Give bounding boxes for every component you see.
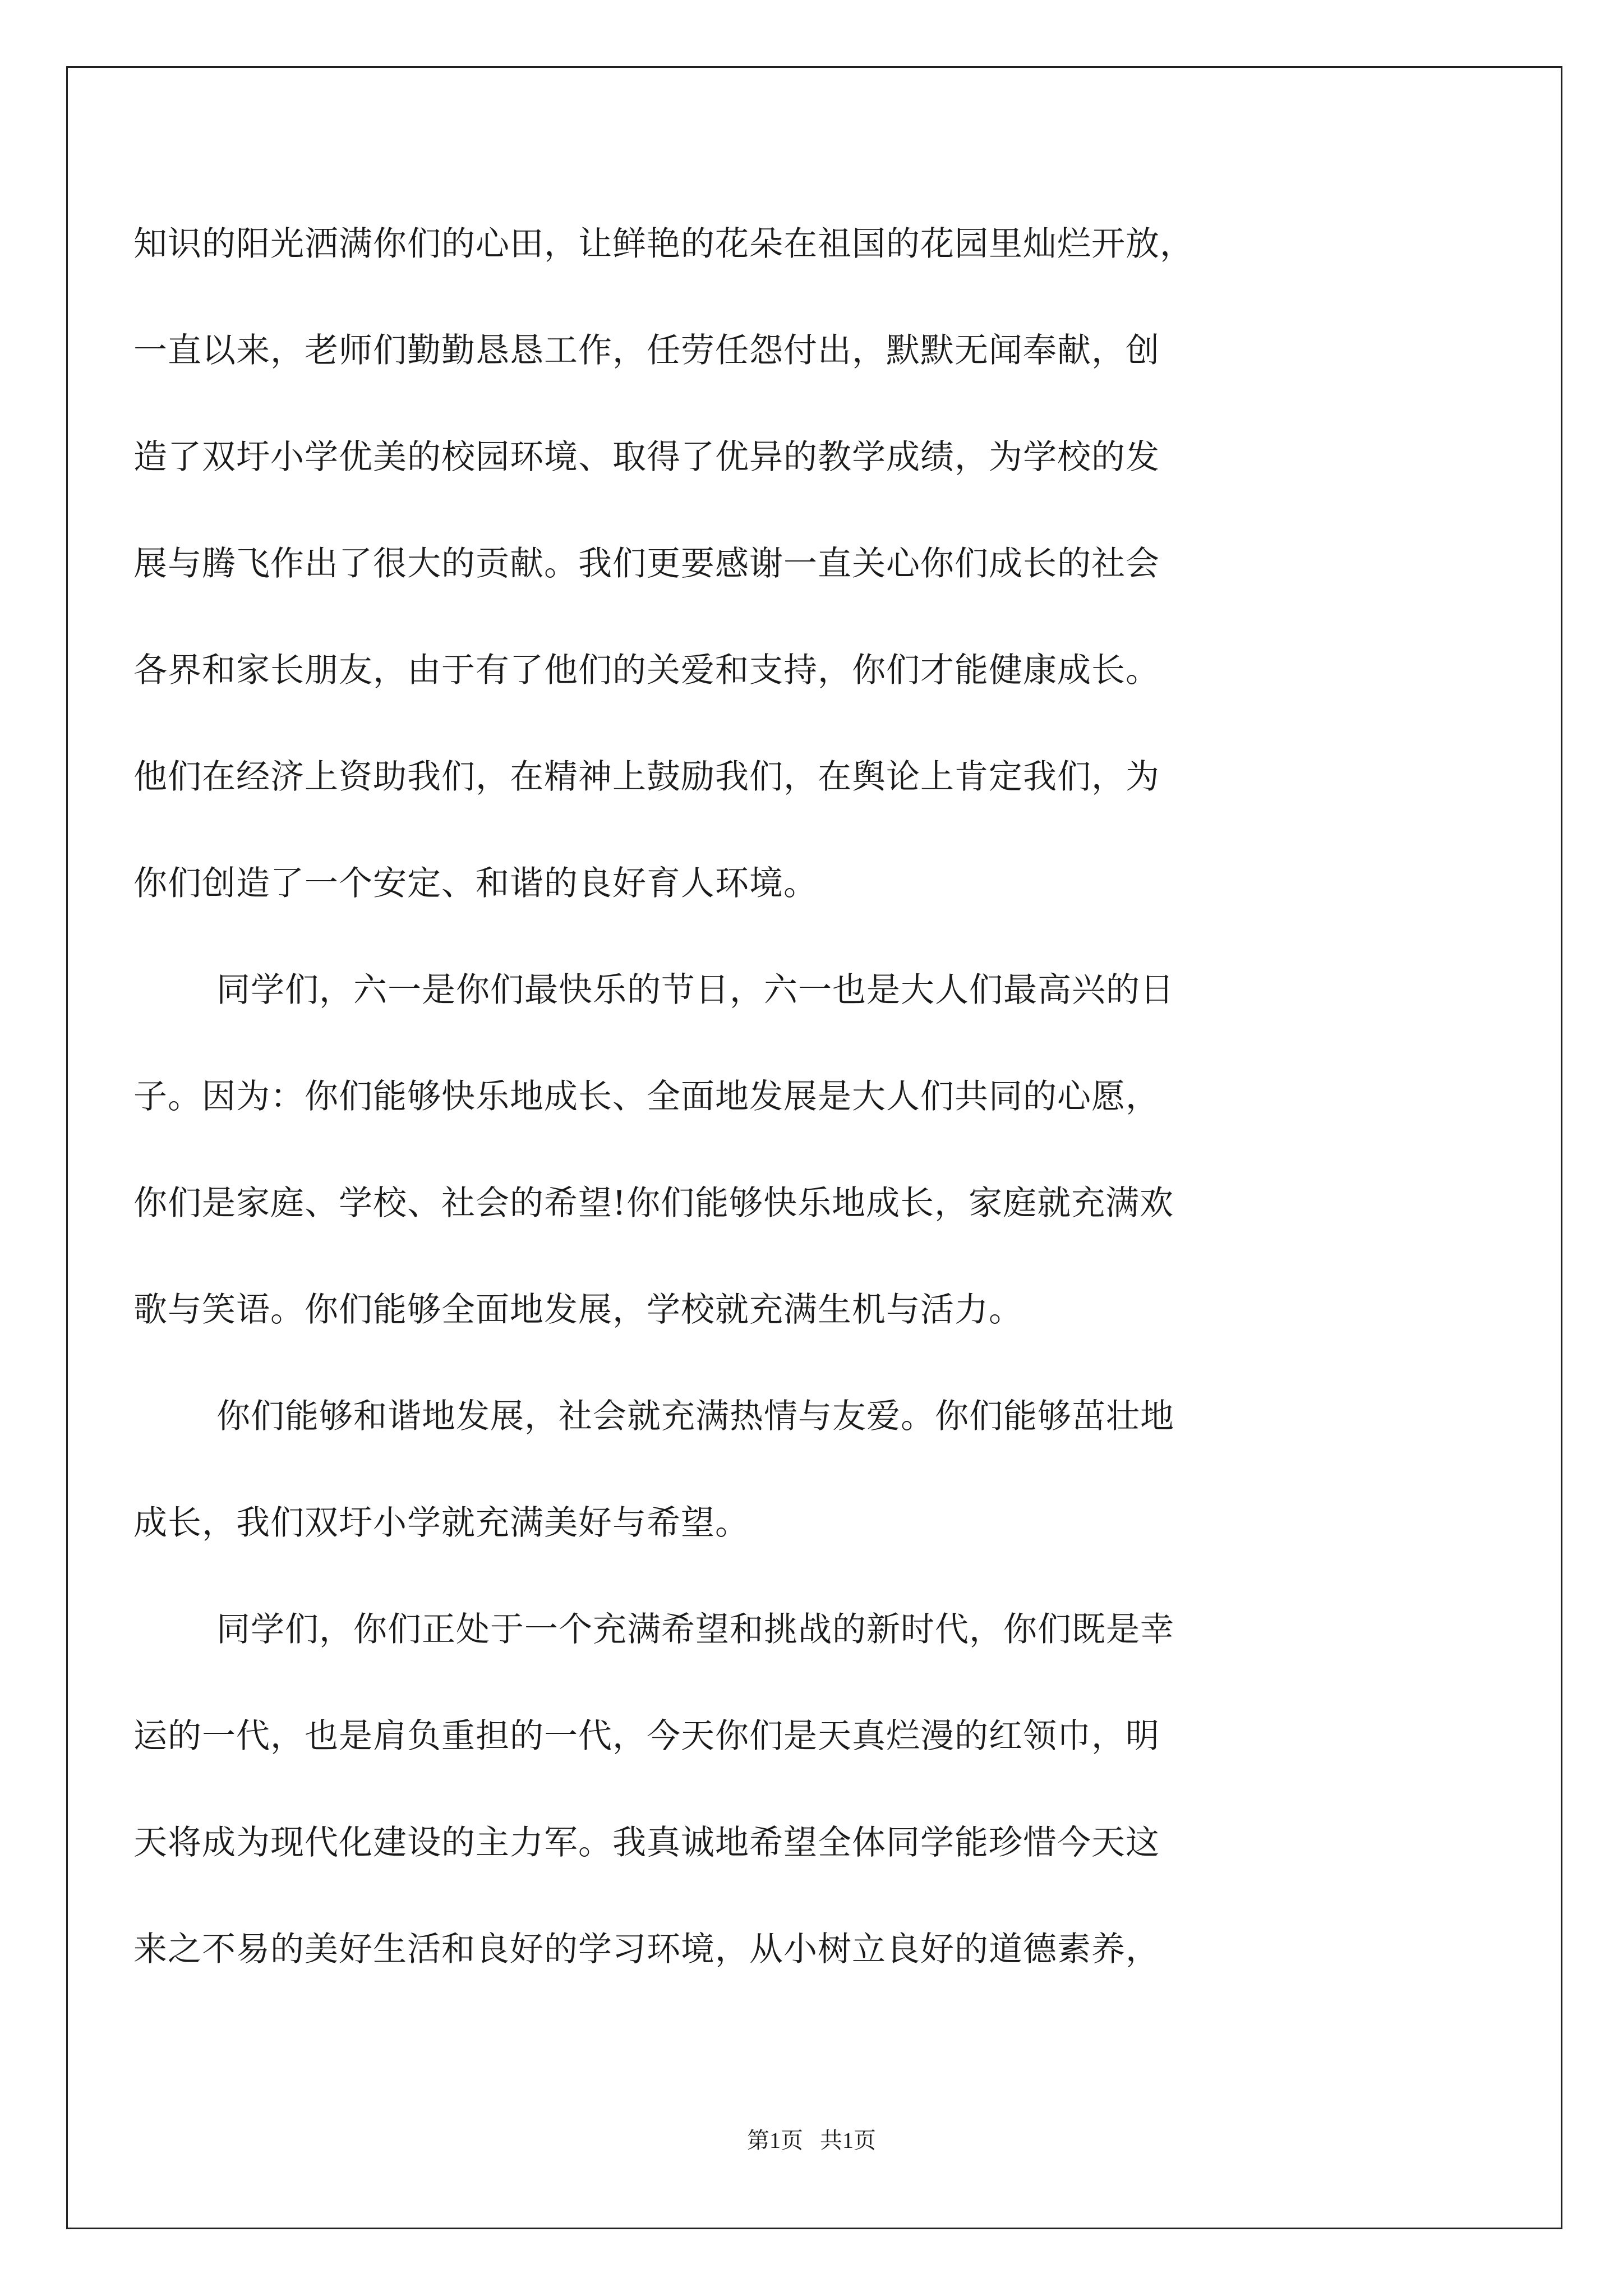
text-line: 展与腾飞作出了很大的贡献。我们更要感谢一直关心你们成长的社会 (133, 544, 1160, 583)
text-line: 知识的阳光洒满你们的心田，让鲜艳的花朵在祖国的花园里灿烂开放， (133, 224, 1194, 264)
text-line: 你们创造了一个安定、和谐的良好育人环境。 (133, 864, 818, 903)
text-line: 同学们，你们正处于一个充满希望和挑战的新时代，你们既是幸 (216, 1610, 1174, 1649)
text-line: 成长，我们双圩小学就充满美好与希望。 (133, 1503, 749, 1543)
text-line: 运的一代，也是肩负重担的一代，今天你们是天真烂漫的红领巾，明 (133, 1717, 1160, 1756)
text-line: 一直以来，老师们勤勤恳恳工作，任劳任怨付出，默默无闻奉献，创 (133, 331, 1160, 370)
text-line: 你们是家庭、学校、社会的希望!你们能够快乐地成长，家庭就充满欢 (133, 1184, 1174, 1223)
text-line: 各界和家长朋友，由于有了他们的关爱和支持，你们才能健康成长。 (133, 651, 1160, 690)
text-line: 造了双圩小学优美的校园环境、取得了优异的教学成绩，为学校的发 (133, 438, 1160, 477)
paragraph-2 (133, 937, 1491, 1363)
text-line: 天将成为现代化建设的主力军。我真诚地希望全体同学能珍惜今天这 (133, 1823, 1160, 1862)
paragraph-1 (133, 191, 1491, 937)
text-line: 同学们，六一是你们最快乐的节日，六一也是大人们最高兴的日 (216, 970, 1174, 1010)
text-line: 他们在经济上资助我们，在精神上鼓励我们，在舆论上肯定我们，为 (133, 757, 1160, 797)
paragraph-3 (133, 1363, 1491, 1576)
text-line: 来之不易的美好生活和良好的学习环境，从小树立良好的道德素养， (133, 1930, 1160, 1969)
page-footer (0, 2123, 1623, 2155)
page-number: 第1页 (747, 2128, 803, 2153)
text-line: 你们能够和谐地发展，社会就充满热情与友爱。你们能够茁壮地 (216, 1397, 1174, 1436)
text-line: 歌与笑语。你们能够全面地发展，学校就充满生机与活力。 (133, 1290, 1023, 1329)
paragraph-4 (133, 1576, 1491, 2003)
text-line: 子。因为：你们能够快乐地成长、全面地发展是大人们共同的心愿， (133, 1077, 1160, 1116)
document-body (133, 191, 1491, 2003)
page-total: 共1页 (820, 2128, 876, 2153)
